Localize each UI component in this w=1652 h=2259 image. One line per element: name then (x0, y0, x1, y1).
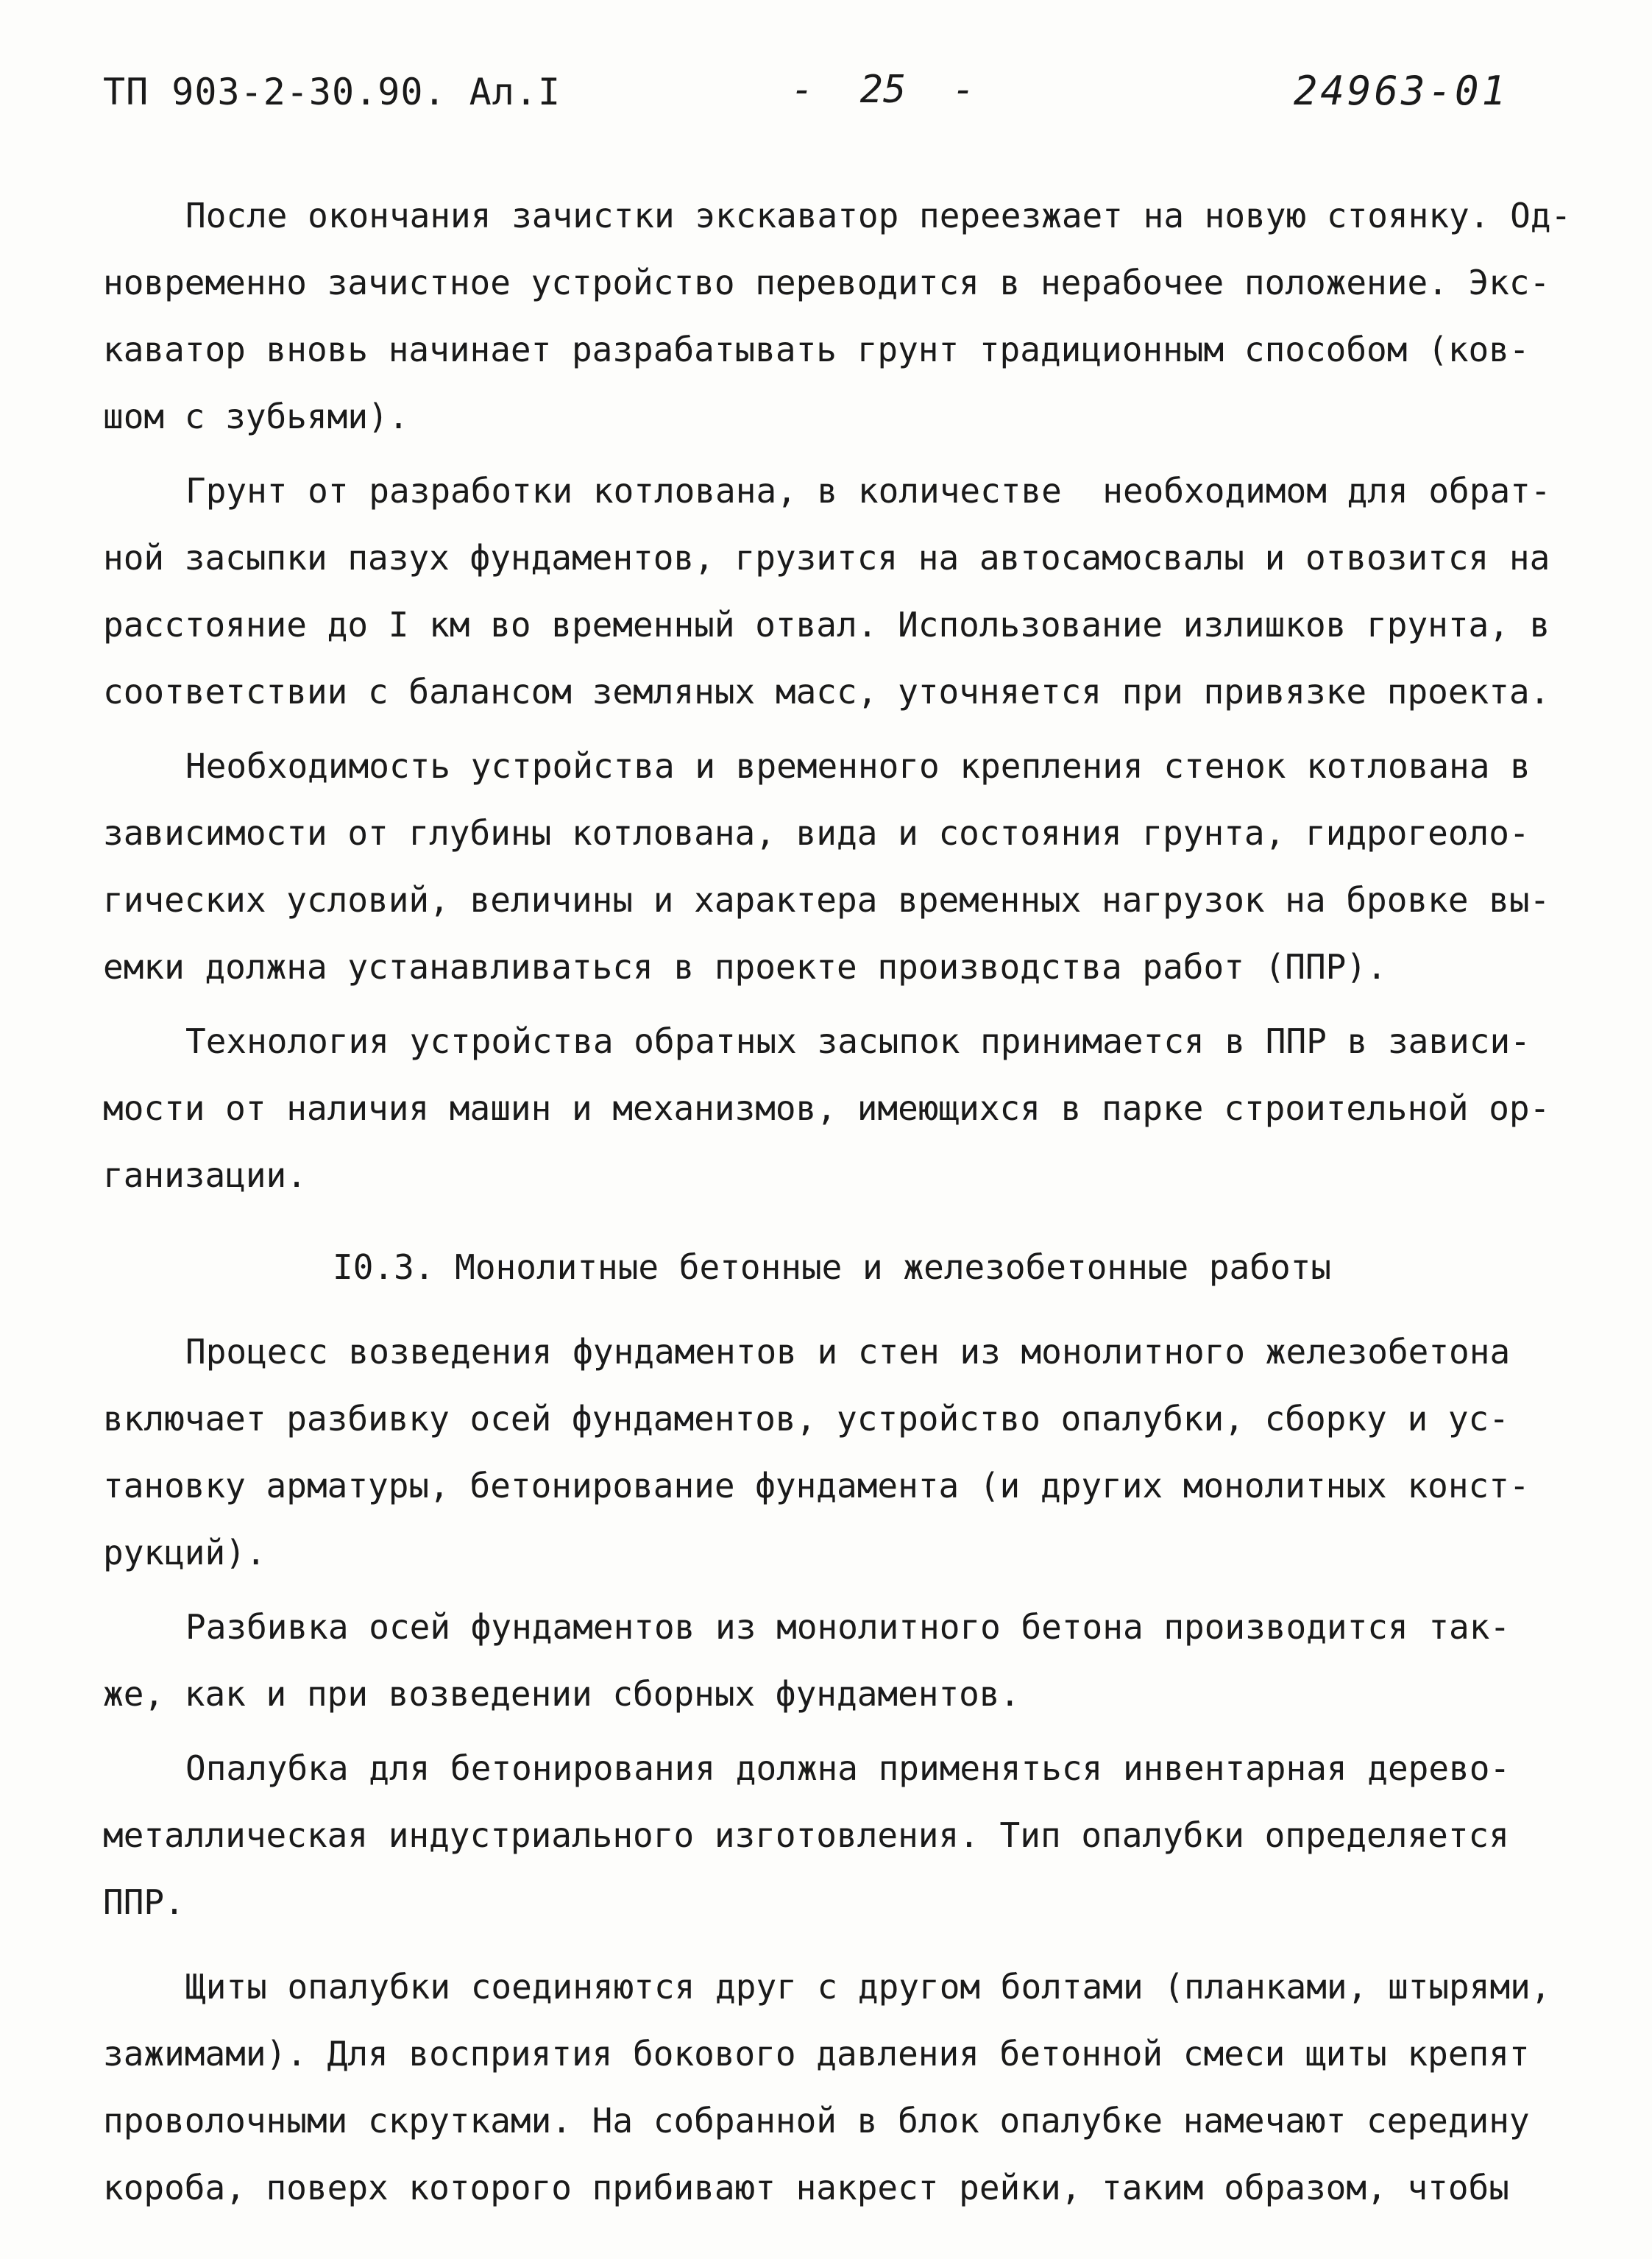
text-line: Опалубка для бетонирования должна применяться инвентарная дерево- (185, 1748, 1511, 1788)
text-line: После окончания зачистки экскаватор переезжает на новую стоянку. Од- (185, 196, 1572, 235)
text-line: включает разбивку осей фундаментов, устройство опалубки, сборку и ус- (103, 1399, 1509, 1439)
text-line: гических условий, величины и характера временных нагрузок на бровке вы- (103, 880, 1550, 920)
text-line: Разбивка осей фундаментов из монолитного бетона производится так- (185, 1607, 1511, 1647)
body-text (103, 182, 1582, 2221)
paragraph-backfill-technology (103, 1008, 1582, 1209)
text-line: каватор вновь начинает разрабатывать грунт традиционным способом (ков- (103, 330, 1530, 369)
text-line: расстояние до I км во временный отвал. Использование излишков грунта, в (103, 605, 1550, 645)
text-line: рукций). (103, 1533, 266, 1572)
page-number: - 25 - (790, 68, 976, 112)
text-line: ной засыпки пазух фундаментов, грузится на автосамосвалы и отвозится на (103, 538, 1550, 578)
text-line: Грунт от разработки котлована, в количестве необходимом для обрат- (185, 471, 1551, 511)
text-line: ППР. (103, 1882, 185, 1922)
paragraph-formwork-panels (103, 1954, 1582, 2221)
text-line: проволочными скрутками. На собранной в блок опалубке намечают середину (103, 2101, 1530, 2141)
paragraph-axis-layout (103, 1594, 1582, 1728)
paragraph-excavator-cleaning (103, 182, 1582, 450)
document-code: ТП 903-2-30.90. Ал.I (103, 71, 561, 113)
page-header (103, 68, 1567, 130)
text-line: зависимости от глубины котлована, вида и состояния грунта, гидрогеоло- (103, 813, 1530, 853)
text-line: мости от наличия машин и механизмов, имеющихся в парке строительной ор- (103, 1088, 1550, 1128)
archive-number: 24963-01 (1293, 68, 1509, 114)
text-line: металлическая индустриального изготовления. Тип опалубки определяется (103, 1815, 1509, 1855)
text-line: новременно зачистное устройство переводится в нерабочее положение. Экс- (103, 263, 1550, 302)
text-line: тановку арматуры, бетонирование фундамента (и других монолитных конст- (103, 1466, 1530, 1506)
text-line: емки должна устанавливаться в проекте производства работ (ППР). (103, 947, 1387, 987)
text-line: Процесс возведения фундаментов и стен из монолитного железобетона (185, 1332, 1511, 1372)
text-line: зажимами). Для восприятия бокового давления бетонной смеси щиты крепят (103, 2034, 1530, 2074)
text-line: Щиты опалубки соединяются друг с другом болтами (планками, штырями, (185, 1967, 1551, 2007)
text-line: Технология устройства обратных засыпок принимается в ППР в зависи- (185, 1021, 1531, 1061)
text-line: же, как и при возведении сборных фундаментов. (103, 1674, 1021, 1714)
paragraph-pit-shoring (103, 733, 1582, 1001)
text-line: короба, поверх которого прибивают накрест рейки, таким образом, чтобы (103, 2168, 1509, 2207)
text-line: шом с зубьями). (103, 397, 409, 436)
paragraph-soil-removal (103, 458, 1582, 726)
section-heading: I0.3. Монолитные бетонные и железобетонные работы (333, 1247, 1332, 1287)
text-line: ганизации. (103, 1155, 307, 1195)
paragraph-formwork-type (103, 1735, 1582, 1936)
text-line: соответствии с балансом земляных масс, уточняется при привязке проекта. (103, 672, 1550, 712)
paragraph-monolithic-process (103, 1319, 1582, 1586)
text-line: Необходимость устройства и временного крепления стенок котлована в (185, 746, 1531, 786)
